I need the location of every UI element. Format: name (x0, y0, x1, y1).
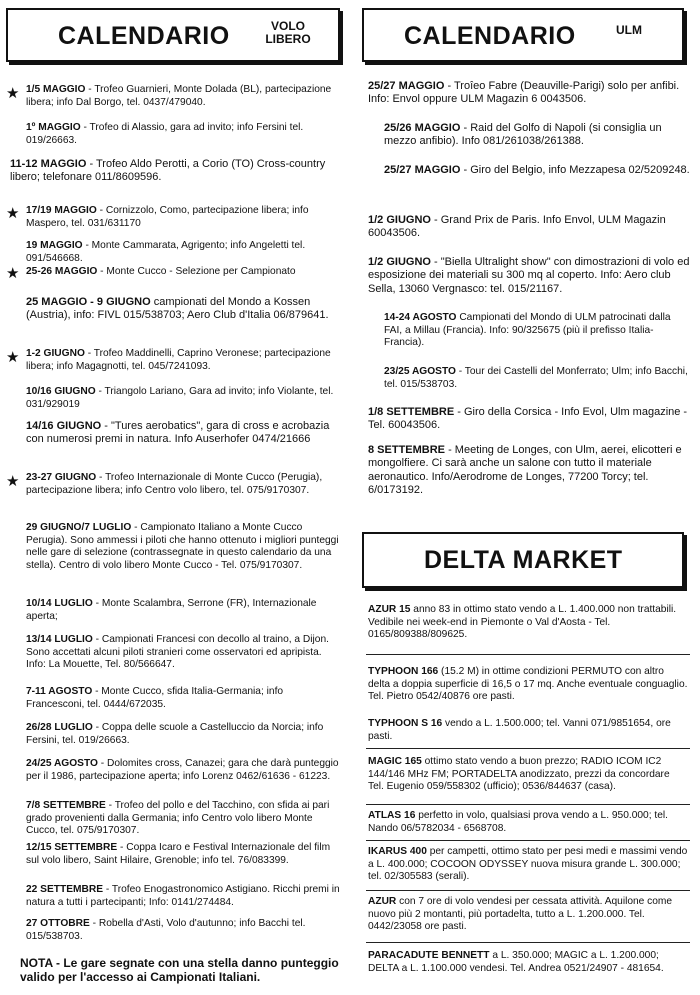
market-title: DELTA MARKET (424, 546, 623, 574)
star-icon: ★ (6, 205, 20, 222)
market-ad: AZUR 15 anno 83 in ottimo stato vendo a L. 1.400.000 non trattabili. Vedibile nei week-end in Piemonte o Val d'Aosta - Tel. 0165/809388/809625. (368, 604, 677, 641)
star-icon: ★ (6, 85, 20, 102)
left-entry: 19 MAGGIO - Monte Cammarata, Agrigento; info Angeletti tel. 091/546668. (26, 240, 306, 264)
right-entry: 8 SETTEMBRE - Meeting de Longes, con Ulm, aerei, elicotteri e mongolfiere. Ci sarà anche un salone con tutto il materiale aeronautico. Info/Aerodrome de Longes, 77200 Torcy; tel. 6/0173192. (368, 444, 682, 497)
left-header-box (6, 8, 340, 62)
market-header-box (362, 532, 684, 588)
left-entry: 17/19 MAGGIO - Cornizzolo, Como, partecipazione libera; info Maspero, tel. 031/631170 (26, 205, 309, 229)
market-ad: TYPHOON 166 (15.2 M) in ottime condizioni PERMUTO con altro delta a doppia superficie di 16,5 o 17 mq. Anche eventuale conguaglio. Tel. Pietro 0542/40876 ore pasti. (368, 666, 688, 703)
star-icon: ★ (6, 349, 20, 366)
left-entry: 26/28 LUGLIO - Coppa delle scuole a Castelluccio da Norcia; info Fersini, tel. 019/26663. (26, 722, 324, 746)
star-icon: ★ (6, 265, 20, 282)
left-entry: 10/16 GIUGNO - Triangolo Lariano, Gara ad invito; info Violante, tel. 031/929019 (26, 386, 334, 410)
right-entry: 1/2 GIUGNO - Grand Prix de Paris. Info Envol, ULM Magazin 60043506. (368, 214, 666, 240)
right-entry: 23/25 AGOSTO - Tour dei Castelli del Monferrato; Ulm; info Bacchi, tel. 015/538703. (384, 366, 688, 390)
left-entry: 22 SETTEMBRE - Trofeo Enogastronomico Astigiano. Ricchi premi in natura a tutti i partecipanti; Info: 0141/274484. (26, 884, 340, 908)
left-entry: 29 GIUGNO/7 LUGLIO - Campionato Italiano a Monte Cucco Perugia). Sono ammessi i piloti che hanno ottenuto i migliori punteggi nelle gare di selezione (contrassegnate in questo calendario da una stella). Centro di volo libero Monte Cucco - Tel. 075/9170307. (26, 522, 339, 571)
right-entry: 1/8 SETTEMBRE - Giro della Corsica - Info Evol, Ulm magazine - Tel. 60043506. (368, 406, 688, 432)
right-title: CALENDARIO (404, 22, 576, 50)
star-icon: ★ (6, 473, 20, 490)
right-entry: 25/27 MAGGIO - Giro del Belgio, info Mezzapesa 02/5209248. (384, 164, 690, 176)
divider (366, 942, 690, 943)
left-tag (258, 20, 318, 46)
left-entry: 25 MAGGIO - 9 GIUGNO campionati del Mondo a Kossen (Austria), info: FIVL 015/538703; Aero Club d'Italia 06/879641. (26, 296, 329, 322)
divider (366, 840, 690, 841)
right-entry: 25/27 MAGGIO - Troîeo Fabre (Deauville-Parigi) solo per anfibi. Info: Envol oppure ULM Magazin 6 0043506. (368, 80, 680, 106)
left-tag-line2: LIBERO (265, 32, 311, 46)
market-ad: TYPHOON S 16 vendo a L. 1.500.000; tel. Vanni 071/9851654, ore pasti. (368, 718, 671, 742)
left-entry: 13/14 LUGLIO - Campionati Francesi con decollo al traino, a Dijon. Sono accettati alcuni piloti stranieri come osservatori ed apripista. Info: La Mouette, Tel. 80/566647. (26, 634, 329, 671)
left-entry: 10/14 LUGLIO - Monte Scalambra, Serrone (FR), Internazionale aperta; (26, 598, 317, 622)
divider (366, 654, 690, 655)
left-tag-line1: VOLO (270, 19, 305, 33)
divider (366, 804, 690, 805)
market-ad: MAGIC 165 ottimo stato vendo a buon prezzo; RADIO ICOM IC2 144/146 MHz FM; PORTADELTA anodizzato, prezzi da concordare Tel. Eugenio 059/558302 (ufficio); 0536/844637 (casa). (368, 756, 670, 793)
left-entry: 7-11 AGOSTO - Monte Cucco, sfida Italia-Germania; info Francesconi, tel. 0444/672035. (26, 686, 284, 710)
market-ad: IKARUS 400 per campetti, ottimo stato per pesi medi e massimi vendo a L. 400.000; COCOON ODYSSEY nuova misura grande L. 300.000; tel. 02/305583 (serali). (368, 846, 688, 883)
left-entry: 1/5 MAGGIO - Trofeo Guarnieri, Monte Dolada (BL), partecipazione libera; info Dal Borgo, tel. 0437/479040. (26, 84, 332, 108)
left-title: CALENDARIO (58, 22, 230, 50)
left-entry: 27 OTTOBRE - Robella d'Asti, Volo d'autunno; info Bacchi tel. 015/538703. (26, 918, 306, 942)
left-entry: 1º MAGGIO - Trofeo di Alassio, gara ad invito; info Fersini tel. 019/26663. (26, 122, 304, 146)
left-entry: 7/8 SETTEMBRE - Trofeo del pollo e del Tacchino, con sfida ai pari grado provenienti dalla Germania; info Centro volo libero Monte Cucco, tel. 075/9170307. (26, 800, 330, 837)
right-entry: 14-24 AGOSTO Campionati del Mondo di ULM patrocinati dalla FAI, a Millau (Francia). Info: 90/325675 (più il prefisso Italia-Francia). (384, 312, 671, 349)
market-ad: ATLAS 16 perfetto in volo, qualsiasi prova vendo a L. 950.000; tel. Nando 06/5782034 - 6568708. (368, 810, 668, 834)
left-entry: 24/25 AGOSTO - Dolomites cross, Canazei; gara che darà punteggio per il 1986, partecipazione aperta; info Lorenz 0462/61636 - 61223. (26, 758, 339, 782)
left-entry: 14/16 GIUGNO - "Tures aerobatics", gara di cross e acrobazia con numerosi premi in natura. Info Auserhofer 0474/21666 (26, 420, 330, 446)
market-ad: PARACADUTE BENNETT a L. 350.000; MAGIC a L. 1.200.000; DELTA a L. 1.100.000 vendesi. Tel. Andrea 0521/24907 - 481654. (368, 950, 664, 974)
right-entry: 25/26 MAGGIO - Raid del Golfo di Napoli (si consiglia un mezzo anfibio). Info 081/261038/261388. (384, 122, 662, 148)
nota-footnote: NOTA - Le gare segnate con una stella danno punteggio valido per l'accesso ai Campionati Italiani. (20, 956, 339, 984)
divider (366, 748, 690, 749)
right-entry: 1/2 GIUGNO - "Biella Ultralight show" con dimostrazioni di volo ed esposizione dei materiali su 300 mq al coperto. Info: Aero club Sella, 13060 Vergnasco: tel. 015/21167. (368, 256, 690, 295)
right-header-box (362, 8, 684, 62)
market-ad: AZUR con 7 ore di volo vendesi per cessata attività. Aquilone come nuovo più 2 montanti, più portadelta, tutto a L. 1.200.000. Tel. 0442/23058 ore pasti. (368, 896, 673, 933)
left-entry: 11-12 MAGGIO - Trofeo Aldo Perotti, a Corio (TO) Cross-country libero; telefonare 011/8609596. (10, 158, 326, 184)
divider (366, 890, 690, 891)
left-entry: 1-2 GIUGNO - Trofeo Maddinelli, Caprino Veronese; partecipazione libera; info Magagnotti, tel. 045/7241093. (26, 348, 331, 372)
left-entry: 25-26 MAGGIO - Monte Cucco - Selezione per Campionato (26, 266, 296, 277)
left-entry: 23-27 GIUGNO - Trofeo Internazionale di Monte Cucco (Perugia), partecipazione libera; info Centro volo libero, tel. 075/9170307. (26, 472, 323, 496)
right-tag: ULM (616, 23, 642, 37)
left-entry: 12/15 SETTEMBRE - Coppa Icaro e Festival Internazionale del film sul volo libero, Saint Hilaire, Grenoble; info tel. 76/083399. (26, 842, 331, 866)
